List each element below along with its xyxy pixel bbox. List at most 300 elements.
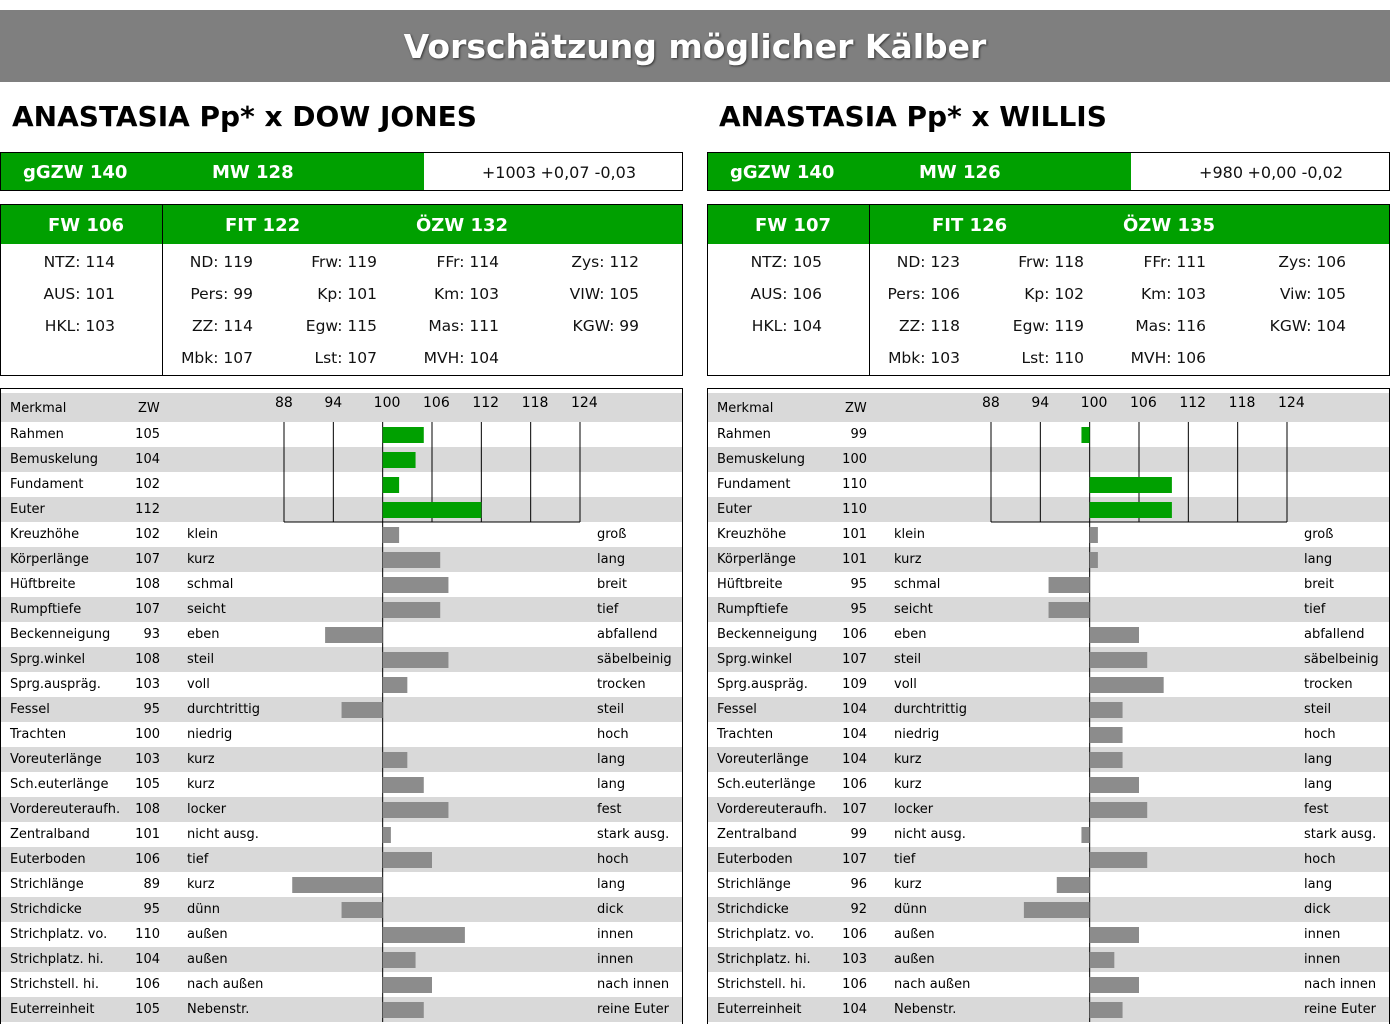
- trait-high-label: stark ausg.: [1304, 827, 1377, 842]
- trait-name: Strichstell. hi.: [10, 977, 100, 992]
- index-value: ZZ: 114: [192, 317, 253, 335]
- trait-low-label: nicht ausg.: [894, 827, 966, 842]
- trait-name: Rumpftiefe: [10, 602, 82, 617]
- trait-high-label: innen: [1304, 927, 1341, 942]
- trait-zw: 102: [135, 527, 160, 542]
- trait-name: Körperlänge: [10, 552, 89, 567]
- trait-high-label: stark ausg.: [597, 827, 670, 842]
- trait-low-label: locker: [894, 802, 934, 817]
- trait-low-label: tief: [187, 852, 209, 867]
- mw-label: MW 126: [919, 162, 1001, 183]
- index-box: [707, 204, 1390, 376]
- trait-low-label: nicht ausg.: [187, 827, 259, 842]
- trait-low-label: kurz: [187, 552, 215, 567]
- trait-name: Euter: [717, 502, 752, 517]
- trait-high-label: fest: [597, 802, 622, 817]
- trait-low-label: durchtrittig: [187, 702, 261, 717]
- trait-name: Trachten: [10, 727, 67, 742]
- index-header: [708, 205, 1389, 244]
- trait-high-label: reine Euter: [597, 1002, 669, 1017]
- trait-name: Sprg.winkel: [717, 652, 793, 667]
- trait-zw: 107: [135, 602, 160, 617]
- trait-zw: 102: [135, 477, 160, 492]
- index-value: Mbk: 103: [888, 349, 960, 367]
- bar-rahmen: [383, 427, 424, 443]
- trait-zw: 89: [143, 877, 160, 892]
- trait-name: Bemuskelung: [717, 452, 805, 467]
- trait-zw: 105: [135, 1002, 160, 1017]
- trait-high-label: abfallend: [597, 627, 658, 642]
- trait-high-label: hoch: [597, 852, 629, 867]
- trait-name: Rahmen: [10, 427, 64, 442]
- index-value: ND: 123: [896, 253, 960, 271]
- bar-strichplatz-hi-: [1090, 952, 1115, 968]
- bar-euterboden: [1090, 852, 1148, 868]
- trait-zw: 106: [842, 627, 867, 642]
- index-value: Egw: 119: [1012, 317, 1084, 335]
- bar-sprg-auspräg-: [383, 677, 408, 693]
- index-value: Kp: 102: [1024, 285, 1084, 303]
- trait-zw: 101: [842, 552, 867, 567]
- trait-high-label: groß: [597, 527, 627, 542]
- index-value: Frw: 118: [1018, 253, 1084, 271]
- trait-low-label: kurz: [894, 877, 922, 892]
- trait-zw: 93: [143, 627, 160, 642]
- trait-name: Voreuterlänge: [717, 752, 809, 767]
- trait-table: [707, 388, 1390, 1024]
- trait-zw: 95: [850, 602, 867, 617]
- trait-high-label: innen: [1304, 952, 1341, 967]
- trait-low-label: kurz: [187, 777, 215, 792]
- trait-name: Fundament: [10, 477, 84, 492]
- trait-low-label: steil: [187, 652, 215, 667]
- trait-zw: 106: [842, 927, 867, 942]
- trait-high-label: säbelbeinig: [597, 652, 672, 667]
- mating-panel-dow-jones: [0, 0, 683, 1024]
- bar-sprg-winkel: [1090, 652, 1148, 668]
- index-value: AUS: 101: [43, 285, 115, 303]
- index-value: Kp: 101: [317, 285, 377, 303]
- trait-name: Fundament: [717, 477, 791, 492]
- x-tick-label: 106: [423, 395, 450, 411]
- ggzw-label: gGZW 140: [730, 162, 835, 183]
- trait-zw: 110: [135, 927, 160, 942]
- bar-strichlänge: [1057, 877, 1090, 893]
- fat-protein-value: +0,00 -0,02: [1247, 163, 1343, 182]
- bar-körperlänge: [383, 552, 441, 568]
- trait-name: Strichdicke: [10, 902, 82, 917]
- index-value: MVH: 104: [423, 349, 499, 367]
- trait-zw: 112: [135, 502, 160, 517]
- trait-high-label: breit: [597, 577, 628, 592]
- trait-low-label: kurz: [187, 752, 215, 767]
- trait-zw: 104: [135, 452, 160, 467]
- x-tick-label: 118: [521, 395, 549, 411]
- summary-bar: [707, 152, 1390, 191]
- trait-high-label: breit: [1304, 577, 1335, 592]
- trait-name: Sprg.winkel: [10, 652, 86, 667]
- trait-name: Vordereuteraufh.: [10, 802, 121, 817]
- index-value: Zys: 106: [1278, 253, 1346, 271]
- bar-strichplatz-vo-: [1090, 927, 1139, 943]
- trait-name: Euter: [10, 502, 45, 517]
- trait-name: Hüftbreite: [717, 577, 783, 592]
- index-value: KGW: 99: [572, 317, 639, 335]
- bar-rumpftiefe: [1049, 602, 1090, 618]
- trait-low-label: Nebenstr.: [187, 1002, 250, 1017]
- bar-trachten: [1090, 727, 1123, 743]
- trait-high-label: lang: [597, 752, 626, 767]
- trait-low-label: seicht: [894, 602, 933, 617]
- trait-zw: 104: [842, 1002, 867, 1017]
- trait-high-label: trocken: [1304, 677, 1353, 692]
- trait-name: Strichplatz. vo.: [10, 927, 108, 942]
- bar-körperlänge: [1090, 552, 1098, 568]
- trait-name: Rumpftiefe: [717, 602, 789, 617]
- trait-high-label: innen: [597, 927, 634, 942]
- mw-label: MW 128: [212, 162, 294, 183]
- trait-low-label: außen: [187, 927, 228, 942]
- ggzw-label: gGZW 140: [23, 162, 128, 183]
- trait-low-label: kurz: [894, 552, 922, 567]
- index-value: Km: 103: [434, 285, 499, 303]
- trait-high-label: hoch: [1304, 852, 1336, 867]
- index-value: NTZ: 105: [750, 253, 822, 271]
- summary-green: [708, 153, 1131, 190]
- trait-zw: 108: [135, 577, 160, 592]
- index-divider: [162, 205, 163, 375]
- trait-name: Euterboden: [717, 852, 793, 867]
- bar-strichplatz-hi-: [383, 952, 416, 968]
- trait-high-label: hoch: [1304, 727, 1336, 742]
- trait-low-label: Nebenstr.: [894, 1002, 957, 1017]
- index-value: VIW: 105: [569, 285, 639, 303]
- trait-low-label: nach außen: [894, 977, 971, 992]
- index-value: Lst: 107: [314, 349, 377, 367]
- trait-high-label: lang: [1304, 777, 1333, 792]
- index-value: Mbk: 107: [181, 349, 253, 367]
- trait-name: Hüftbreite: [10, 577, 76, 592]
- trait-name: Strichlänge: [10, 877, 84, 892]
- trait-zw: 110: [842, 477, 867, 492]
- trait-low-label: schmal: [894, 577, 941, 592]
- trait-high-label: tief: [1304, 602, 1326, 617]
- index-value: KGW: 104: [1269, 317, 1346, 335]
- x-tick-label: 112: [1179, 395, 1207, 411]
- bar-fessel: [342, 702, 383, 718]
- trait-low-label: schmal: [187, 577, 234, 592]
- trait-high-label: fest: [1304, 802, 1329, 817]
- summary-bar: [0, 152, 683, 191]
- trait-name: Strichplatz. hi.: [717, 952, 811, 967]
- trait-low-label: außen: [894, 952, 935, 967]
- x-tick-label: 106: [1130, 395, 1157, 411]
- trait-high-label: groß: [1304, 527, 1334, 542]
- index-value: MVH: 106: [1130, 349, 1206, 367]
- trait-low-label: tief: [894, 852, 916, 867]
- trait-high-label: innen: [597, 952, 634, 967]
- trait-low-label: kurz: [894, 777, 922, 792]
- trait-low-label: eben: [187, 627, 220, 642]
- bar-voreuterlänge: [383, 752, 408, 768]
- fit-label: FIT 126: [932, 215, 1008, 236]
- trait-high-label: tief: [597, 602, 619, 617]
- trait-zw: 101: [842, 527, 867, 542]
- fw-label: FW 106: [48, 215, 124, 236]
- bar-hüftbreite: [383, 577, 449, 593]
- trait-zw: 108: [135, 802, 160, 817]
- trait-high-label: steil: [1304, 702, 1332, 717]
- trait-name: Euterboden: [10, 852, 86, 867]
- trait-low-label: dünn: [894, 902, 927, 917]
- milk-value: +980: [1199, 163, 1243, 182]
- index-value: HKL: 103: [44, 317, 115, 335]
- trait-name: Bemuskelung: [10, 452, 98, 467]
- bar-strichplatz-vo-: [383, 927, 465, 943]
- trait-name: Strichplatz. vo.: [717, 927, 815, 942]
- trait-zw: 106: [842, 777, 867, 792]
- bar-zentralband: [383, 827, 391, 843]
- trait-low-label: nach außen: [187, 977, 264, 992]
- trait-zw: 100: [842, 452, 867, 467]
- trait-high-label: lang: [1304, 752, 1333, 767]
- trait-low-label: niedrig: [187, 727, 233, 742]
- trait-zw: 105: [135, 777, 160, 792]
- trait-low-label: steil: [894, 652, 922, 667]
- column-header-zw: ZW: [138, 401, 160, 416]
- trait-zw: 99: [850, 427, 867, 442]
- trait-zw: 107: [842, 802, 867, 817]
- bar-strichstell-hi-: [1090, 977, 1139, 993]
- trait-high-label: lang: [597, 552, 626, 567]
- index-divider: [869, 205, 870, 375]
- trait-name: Euterreinheit: [10, 1002, 95, 1017]
- bar-euter: [383, 502, 482, 518]
- mating-title: ANASTASIA Pp* x WILLIS: [719, 100, 1107, 133]
- x-tick-label: 124: [571, 395, 598, 411]
- ozw-label: ÖZW 132: [416, 215, 509, 236]
- index-box: [0, 204, 683, 376]
- bar-beckenneigung: [325, 627, 383, 643]
- trait-zw: 108: [135, 652, 160, 667]
- x-tick-label: 100: [373, 395, 401, 411]
- trait-high-label: nach innen: [1304, 977, 1377, 992]
- fw-label: FW 107: [755, 215, 831, 236]
- trait-zw: 95: [143, 702, 160, 717]
- trait-low-label: seicht: [187, 602, 226, 617]
- trait-zw: 104: [842, 727, 867, 742]
- trait-high-label: nach innen: [597, 977, 670, 992]
- trait-name: Strichdicke: [717, 902, 789, 917]
- trait-zw: 101: [135, 827, 160, 842]
- bar-fundament: [383, 477, 399, 493]
- trait-name: Zentralband: [10, 827, 90, 842]
- bar-sprg-winkel: [383, 652, 449, 668]
- x-tick-label: 88: [982, 395, 1000, 411]
- trait-zw: 95: [143, 902, 160, 917]
- index-value: Pers: 106: [887, 285, 960, 303]
- index-value: Zys: 112: [571, 253, 639, 271]
- bar-chart: [1, 389, 682, 1024]
- trait-low-label: niedrig: [894, 727, 940, 742]
- x-tick-label: 100: [1080, 395, 1108, 411]
- bar-voreuterlänge: [1090, 752, 1123, 768]
- trait-name: Sprg.auspräg.: [10, 677, 101, 692]
- page-title: Vorschätzung möglicher Kälber: [0, 10, 1390, 82]
- index-value: Mas: 116: [1135, 317, 1206, 335]
- index-value: Frw: 119: [311, 253, 377, 271]
- trait-low-label: klein: [894, 527, 925, 542]
- bar-zentralband: [1081, 827, 1089, 843]
- trait-high-label: lang: [597, 877, 626, 892]
- trait-name: Fessel: [10, 702, 50, 717]
- trait-name: Sprg.auspräg.: [717, 677, 808, 692]
- trait-name: Sch.euterlänge: [717, 777, 816, 792]
- trait-zw: 104: [842, 752, 867, 767]
- index-value: NTZ: 114: [43, 253, 115, 271]
- index-value: Pers: 99: [190, 285, 253, 303]
- index-value: Viw: 105: [1279, 285, 1346, 303]
- trait-name: Voreuterlänge: [10, 752, 102, 767]
- x-tick-label: 94: [1031, 395, 1050, 411]
- trait-zw: 107: [135, 552, 160, 567]
- trait-low-label: kurz: [187, 877, 215, 892]
- index-value: Lst: 110: [1021, 349, 1084, 367]
- trait-zw: 110: [842, 502, 867, 517]
- bar-chart: [708, 389, 1389, 1024]
- trait-zw: 96: [850, 877, 867, 892]
- trait-high-label: abfallend: [1304, 627, 1365, 642]
- mating-title: ANASTASIA Pp* x DOW JONES: [12, 100, 477, 133]
- trait-zw: 105: [135, 427, 160, 442]
- trait-low-label: außen: [187, 952, 228, 967]
- trait-high-label: lang: [1304, 552, 1333, 567]
- trait-name: Sch.euterlänge: [10, 777, 109, 792]
- trait-high-label: lang: [1304, 877, 1333, 892]
- trait-zw: 95: [850, 577, 867, 592]
- index-value: ZZ: 118: [899, 317, 960, 335]
- trait-name: Vordereuteraufh.: [717, 802, 828, 817]
- bar-vordereuteraufh-: [383, 802, 449, 818]
- trait-table: [0, 388, 683, 1024]
- x-tick-label: 94: [324, 395, 343, 411]
- trait-high-label: säbelbeinig: [1304, 652, 1379, 667]
- bar-rumpftiefe: [383, 602, 441, 618]
- x-tick-label: 118: [1228, 395, 1256, 411]
- trait-zw: 92: [850, 902, 867, 917]
- trait-name: Körperlänge: [717, 552, 796, 567]
- ozw-label: ÖZW 135: [1123, 215, 1216, 236]
- trait-name: Beckenneigung: [717, 627, 818, 642]
- bar-kreuzhöhe: [383, 527, 399, 543]
- bar-rahmen: [1081, 427, 1089, 443]
- trait-name: Trachten: [717, 727, 774, 742]
- fat-protein-value: +0,07 -0,03: [540, 163, 636, 182]
- bar-euterreinheit: [1090, 1002, 1123, 1018]
- trait-low-label: klein: [187, 527, 218, 542]
- trait-zw: 100: [135, 727, 160, 742]
- trait-name: Strichlänge: [717, 877, 791, 892]
- x-tick-label: 112: [472, 395, 500, 411]
- trait-high-label: steil: [597, 702, 625, 717]
- trait-zw: 106: [135, 852, 160, 867]
- trait-high-label: hoch: [597, 727, 629, 742]
- trait-high-label: dick: [1304, 902, 1331, 917]
- bar-bemuskelung: [383, 452, 416, 468]
- trait-zw: 103: [135, 677, 160, 692]
- bar-fessel: [1090, 702, 1123, 718]
- bar-vordereuteraufh-: [1090, 802, 1148, 818]
- trait-high-label: reine Euter: [1304, 1002, 1376, 1017]
- trait-low-label: voll: [894, 677, 917, 692]
- trait-low-label: außen: [894, 927, 935, 942]
- index-value: ND: 119: [189, 253, 253, 271]
- mating-panel-willis: [707, 0, 1390, 1024]
- trait-name: Fessel: [717, 702, 757, 717]
- trait-zw: 107: [842, 852, 867, 867]
- bar-strichdicke: [1024, 902, 1090, 918]
- trait-low-label: dünn: [187, 902, 220, 917]
- trait-zw: 103: [842, 952, 867, 967]
- trait-zw: 106: [842, 977, 867, 992]
- milk-value: +1003: [481, 163, 536, 182]
- index-value: AUS: 106: [750, 285, 822, 303]
- trait-name: Beckenneigung: [10, 627, 111, 642]
- bar-strichdicke: [342, 902, 383, 918]
- trait-name: Zentralband: [717, 827, 797, 842]
- trait-low-label: voll: [187, 677, 210, 692]
- trait-zw: 104: [842, 702, 867, 717]
- trait-name: Kreuzhöhe: [717, 527, 787, 542]
- summary-green: [1, 153, 424, 190]
- trait-low-label: eben: [894, 627, 927, 642]
- bar-hüftbreite: [1049, 577, 1090, 593]
- bar-euterboden: [383, 852, 432, 868]
- bar-euterreinheit: [383, 1002, 424, 1018]
- index-header: [1, 205, 682, 244]
- bar-strichstell-hi-: [383, 977, 432, 993]
- index-value: Mas: 111: [428, 317, 499, 335]
- column-header-merkmal: Merkmal: [10, 401, 67, 416]
- trait-zw: 103: [135, 752, 160, 767]
- trait-zw: 104: [135, 952, 160, 967]
- column-header-zw: ZW: [845, 401, 867, 416]
- bar-sch-euterlänge: [1090, 777, 1139, 793]
- trait-low-label: kurz: [894, 752, 922, 767]
- trait-name: Strichstell. hi.: [717, 977, 807, 992]
- trait-name: Rahmen: [717, 427, 771, 442]
- index-value: FFr: 111: [1143, 253, 1206, 271]
- trait-high-label: dick: [597, 902, 624, 917]
- trait-name: Euterreinheit: [717, 1002, 802, 1017]
- index-value: Egw: 115: [305, 317, 377, 335]
- x-tick-label: 124: [1278, 395, 1305, 411]
- x-tick-label: 88: [275, 395, 293, 411]
- bar-sch-euterlänge: [383, 777, 424, 793]
- bar-fundament: [1090, 477, 1172, 493]
- trait-name: Strichplatz. hi.: [10, 952, 104, 967]
- bar-kreuzhöhe: [1090, 527, 1098, 543]
- trait-low-label: durchtrittig: [894, 702, 968, 717]
- index-value: HKL: 104: [751, 317, 822, 335]
- bar-beckenneigung: [1090, 627, 1139, 643]
- trait-zw: 99: [850, 827, 867, 842]
- bar-sprg-auspräg-: [1090, 677, 1164, 693]
- trait-high-label: lang: [597, 777, 626, 792]
- index-value: Km: 103: [1141, 285, 1206, 303]
- trait-zw: 107: [842, 652, 867, 667]
- trait-low-label: locker: [187, 802, 227, 817]
